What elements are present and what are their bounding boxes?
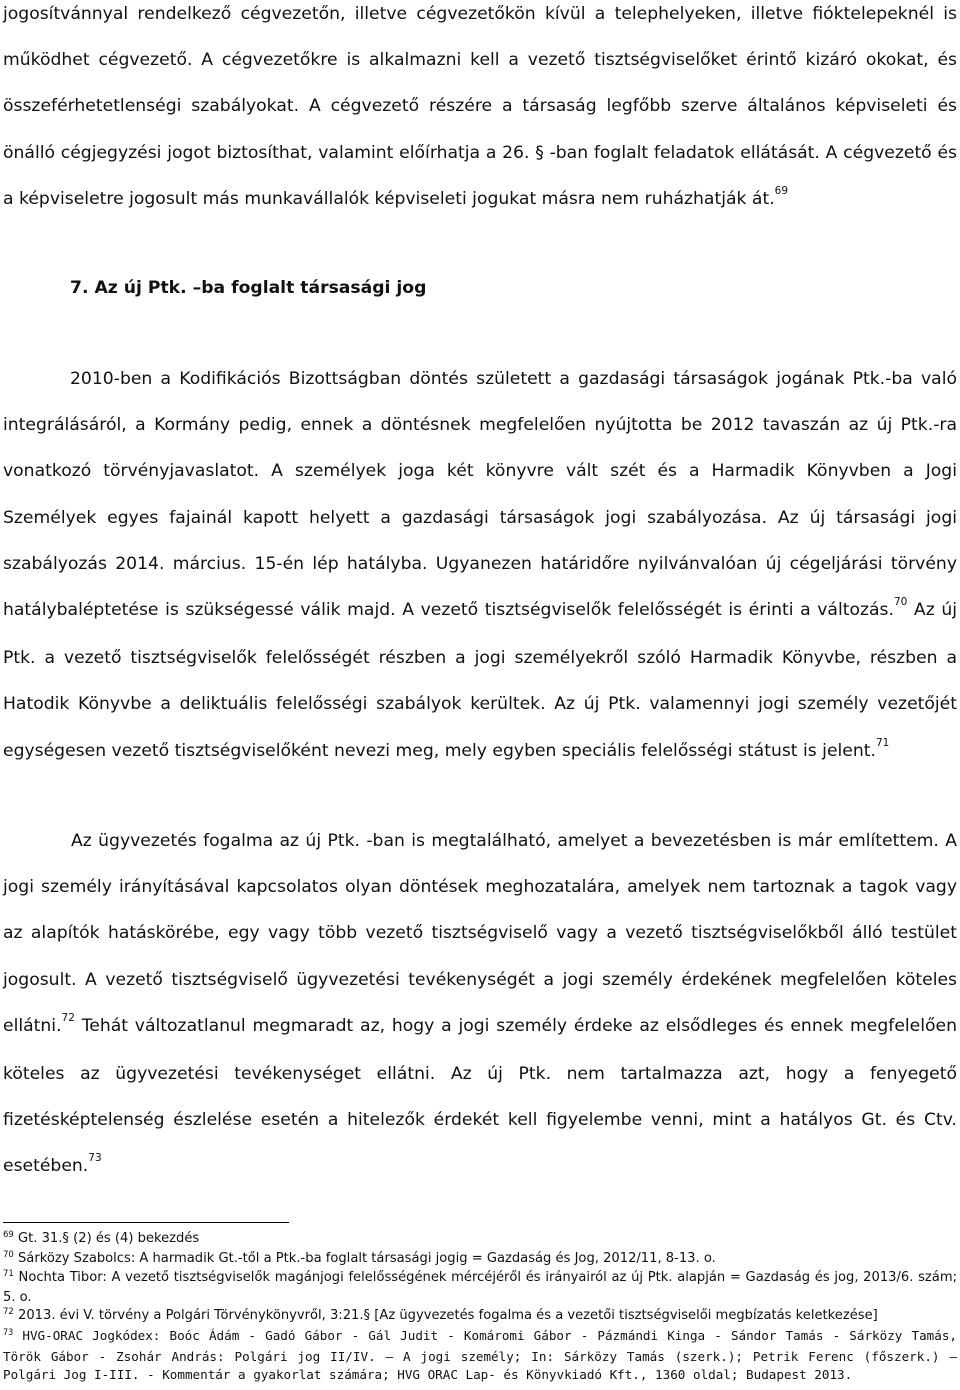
footnote-text: Gt. 31.§ (2) és (4) bekezdés (18, 1231, 200, 1246)
footnote-ref-73[interactable]: 73 (88, 1152, 102, 1165)
paragraph-uj-ptk (3, 356, 957, 776)
footnote-69 (3, 1230, 957, 1250)
section-heading: 7. Az új Ptk. –ba foglalt társasági jog (70, 278, 427, 298)
footnote-text: 2013. évi V. törvény a Polgári Törvénykönyvről, 3:21.§ [Az ügyvezetés fogalma és a vezetői tisztségviselői megbízatás keletkezése] (18, 1308, 878, 1324)
footnote-ref-71[interactable]: 71 (875, 736, 890, 749)
footnote-number: 72 (3, 1307, 14, 1318)
footnote-ref-72[interactable]: 72 (61, 1011, 75, 1024)
footnote-ref-69[interactable]: 69 (774, 184, 789, 197)
paragraph-text: Tehát változatlanul megmaradt az, hogy a jogi személy érdeke az elsődleges és ennek megfelelően köteles az ügyvezetési tevékenységet ellátni. Az új Ptk. nem tartalmazza azt, hogy a fenyegető fizetésképtelenség észlelése esetén a hitelezők érdekét kell figyelembe venni, mint a hatályos Gt. és Ctv. esetében. (3, 1015, 957, 1177)
footnote-71 (3, 1269, 957, 1307)
footnote-number: 69 (3, 1230, 14, 1240)
footnote-72 (3, 1307, 957, 1327)
footnote-text: Sárközy Szabolcs: A harmadik Gt.-től a Ptk.-ba foglalt társasági jogig = Gazdaság és Jog, 2012/11, 8-13. o. (18, 1250, 716, 1266)
paragraph-text: Az új Ptk. a vezető tisztségviselők felelősségét részben a jogi személyekről szóló Harmadik Könyvbe, részben a Hatodik Könyvbe a deliktuális felelősségi szabályok kerültek. Az új Ptk. valamennyi jogi személy vezetőjét egységesen vezető tisztségviselőként nevezi meg, mely egyben speciális felelősségi státust is jelent. (3, 600, 957, 761)
footnote-number: 71 (3, 1269, 14, 1280)
footnote-70 (3, 1250, 957, 1270)
footnote-text: Nochta Tibor: A vezető tisztségviselők magánjogi felelősségének mércéjéről és irányairól az új Ptk. alapján = Gazdaság és jog, 2013/6. szám; 5. o. (3, 1270, 957, 1305)
footnote-number: 70 (3, 1249, 14, 1260)
footnote-ref-70[interactable]: 70 (893, 596, 908, 609)
footnotes (3, 1230, 957, 1385)
paragraph-ugyvezetes (3, 818, 957, 1192)
footnote-separator (3, 1222, 289, 1223)
paragraph-text: jogosítvánnyal rendelkező cégvezetőn, illetve cégvezetőkön kívül a telephelyeken, illetve fióktelepeknél is működhet cégvezető. A cégvezetőkre is alkalmazni kell a vezető tisztségviselőket érintő kizáró okokat, és összeférhetetlenségi szabályokat. A cégvezető részére a társaság legfőbb szerve általános képviseleti és önálló cégjegyzési jogot biztosíthat, valamint előírhatja a 26. § -ban foglalt feladatok ellátását. A cégvezető és a képviseletre jogosult más munkavállalók képviseleti jogukat másra nem ruházhatják át. (3, 4, 957, 209)
paragraph-text: 2010-ben a Kodifikációs Bizottságban döntés született a gazdasági társaságok jogának Ptk.-ba való integrálásáról, a Kormány pedig, ennek a döntésnek megfelelően nyújtotta be 2012 tavaszán az új Ptk.-ra vonatkozó törvényjavaslatot. A személyek joga két könyvre vált szét és a Harmadik Könyvben a Jogi Személyek egyes fajainál kapott helyett a gazdasági társaságok jogi szabályozása. Az új társasági jogi szabályozás 2014. március. 15-én lép hatályba. Ugyanezen határidőre nyilvánvalóan új cégeljárási törvény hatálybaléptetése is szükségessé válik majd. A vezető tisztségviselők felelősségét is érinti a változás. (3, 369, 957, 621)
paragraph-cegvezeto (3, 0, 957, 224)
footnote-73 (3, 1327, 957, 1385)
footnote-text: HVG-ORAC Jogkódex: Boóc Ádám - Gadó Gábor - Gál Judit - Komáromi Gábor - Pázmándi Kinga - Sándor Tamás - Sárközy Tamás, Török Gábor - Zsohár András: Polgári jog II/IV. – A jogi személy; In: Sárközy Tamás (szerk.); Petrik Ferenc (főszerk.) – Polgári Jog I-III. - Kommentár a gyakorlat számára; HVG ORAC Lap- és Könyvkiadó Kft., 1360 oldal; Budapest 2013. (3, 1327, 957, 1383)
footnote-number: 73 (3, 1327, 14, 1338)
paragraph-text: Az ügyvezetés fogalma az új Ptk. -ban is megtalálható, amelyet a bevezetésben is már említettem. A jogi személy irányításával kapcsolatos olyan döntések meghozatalára, amelyek nem tartoznak a tagok vagy az alapítók hatáskörébe, egy vagy több vezető tisztségviselő vagy a vezető tisztségviselőkből álló testület jogosult. A vezető tisztségviselő ügyvezetési tevékenységét a jogi személy érdekének megfelelően köteles ellátni. (3, 831, 957, 1036)
